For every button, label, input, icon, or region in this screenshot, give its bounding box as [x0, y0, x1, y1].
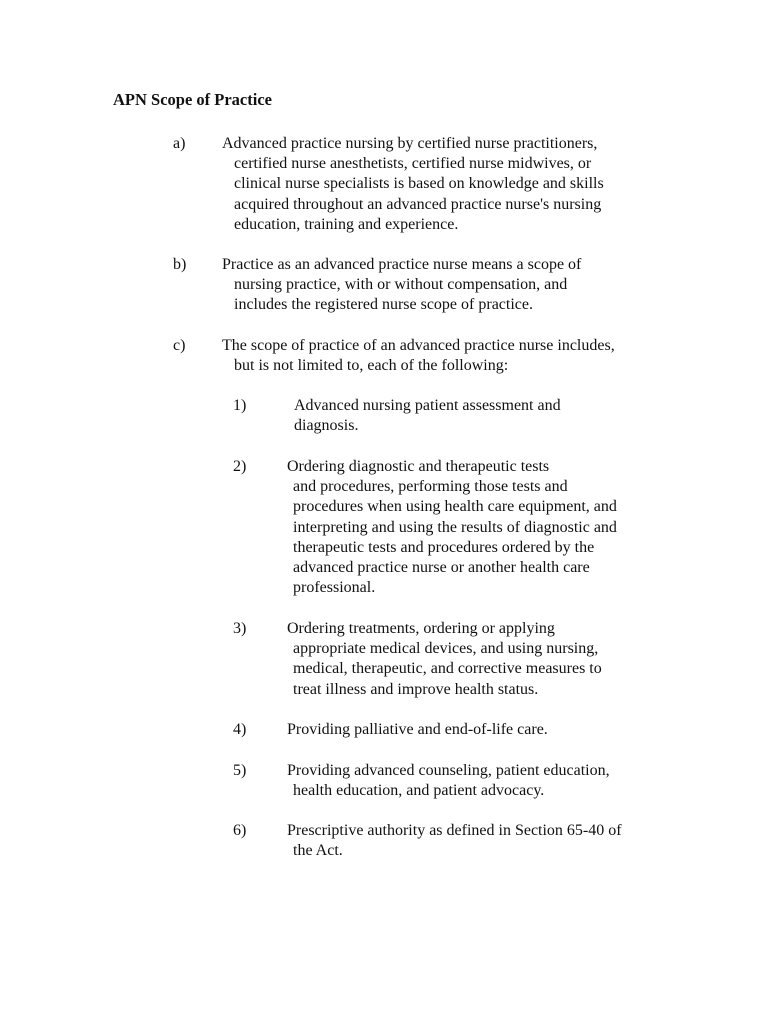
- text-line: Practice as an advanced practice nurse means a scope of: [222, 256, 582, 273]
- text-line: clinical nurse specialists is based on knowledge and skills: [234, 175, 604, 193]
- subsection-marker: 1): [233, 397, 247, 414]
- subsection-marker: 2): [233, 458, 247, 475]
- text-line: certified nurse anesthetists, certified nurse midwives, or: [234, 155, 592, 173]
- subsection-marker: 4): [233, 721, 247, 738]
- section-marker: c): [173, 337, 186, 354]
- text-line: treat illness and improve health status.: [293, 680, 539, 698]
- text-line: Ordering diagnostic and therapeutic tests: [287, 458, 550, 475]
- text-line: The scope of practice of an advanced practice nurse includes,: [222, 337, 615, 354]
- text-line: Prescriptive authority as defined in Section 65-40 of: [287, 822, 622, 839]
- subsection-text: [287, 821, 622, 861]
- subsection-marker: 3): [233, 620, 247, 637]
- text-line: therapeutic tests and procedures ordered by the: [293, 538, 595, 556]
- section-text: [222, 255, 581, 316]
- text-line: Providing palliative and end-of-life care.: [287, 721, 548, 738]
- subsection-text: [287, 619, 602, 700]
- text-line: includes the registered nurse scope of practice.: [234, 296, 533, 314]
- subsection-text: [294, 396, 561, 436]
- section-text: [222, 134, 604, 235]
- subsection-marker: 6): [233, 822, 247, 839]
- text-line: and procedures, performing those tests and: [293, 478, 568, 496]
- text-line: Ordering treatments, ordering or applying: [287, 620, 555, 637]
- text-line: advanced practice nurse or another health care: [293, 559, 590, 577]
- text-line: interpreting and using the results of diagnostic and: [293, 518, 617, 536]
- section-marker: a): [173, 135, 186, 152]
- subsection-text: [287, 720, 548, 740]
- text-line: acquired throughout an advanced practice nurse's nursing: [234, 195, 602, 213]
- subsection-text: [287, 457, 617, 598]
- subsection-marker: 5): [233, 762, 247, 779]
- text-line: education, training and experience.: [234, 215, 459, 233]
- subsection-text: [287, 761, 610, 801]
- text-line: but is not limited to, each of the following:: [234, 357, 509, 375]
- section-text: [222, 336, 615, 376]
- text-line: health education, and patient advocacy.: [293, 782, 545, 800]
- page-title: APN Scope of Practice: [113, 90, 272, 109]
- text-line: professional.: [293, 579, 376, 597]
- text-line: medical, therapeutic, and corrective measures to: [293, 660, 602, 678]
- text-line: Providing advanced counseling, patient education,: [287, 762, 610, 779]
- text-line: procedures when using health care equipment, and: [293, 498, 617, 516]
- text-line: appropriate medical devices, and using nursing,: [293, 640, 599, 658]
- text-line: the Act.: [293, 842, 343, 860]
- text-line: Advanced practice nursing by certified nurse practitioners,: [222, 135, 598, 152]
- section-marker: b): [173, 256, 187, 273]
- text-line: Advanced nursing patient assessment and: [294, 397, 561, 414]
- text-line: nursing practice, with or without compensation, and: [234, 276, 568, 294]
- text-line: diagnosis.: [294, 417, 359, 435]
